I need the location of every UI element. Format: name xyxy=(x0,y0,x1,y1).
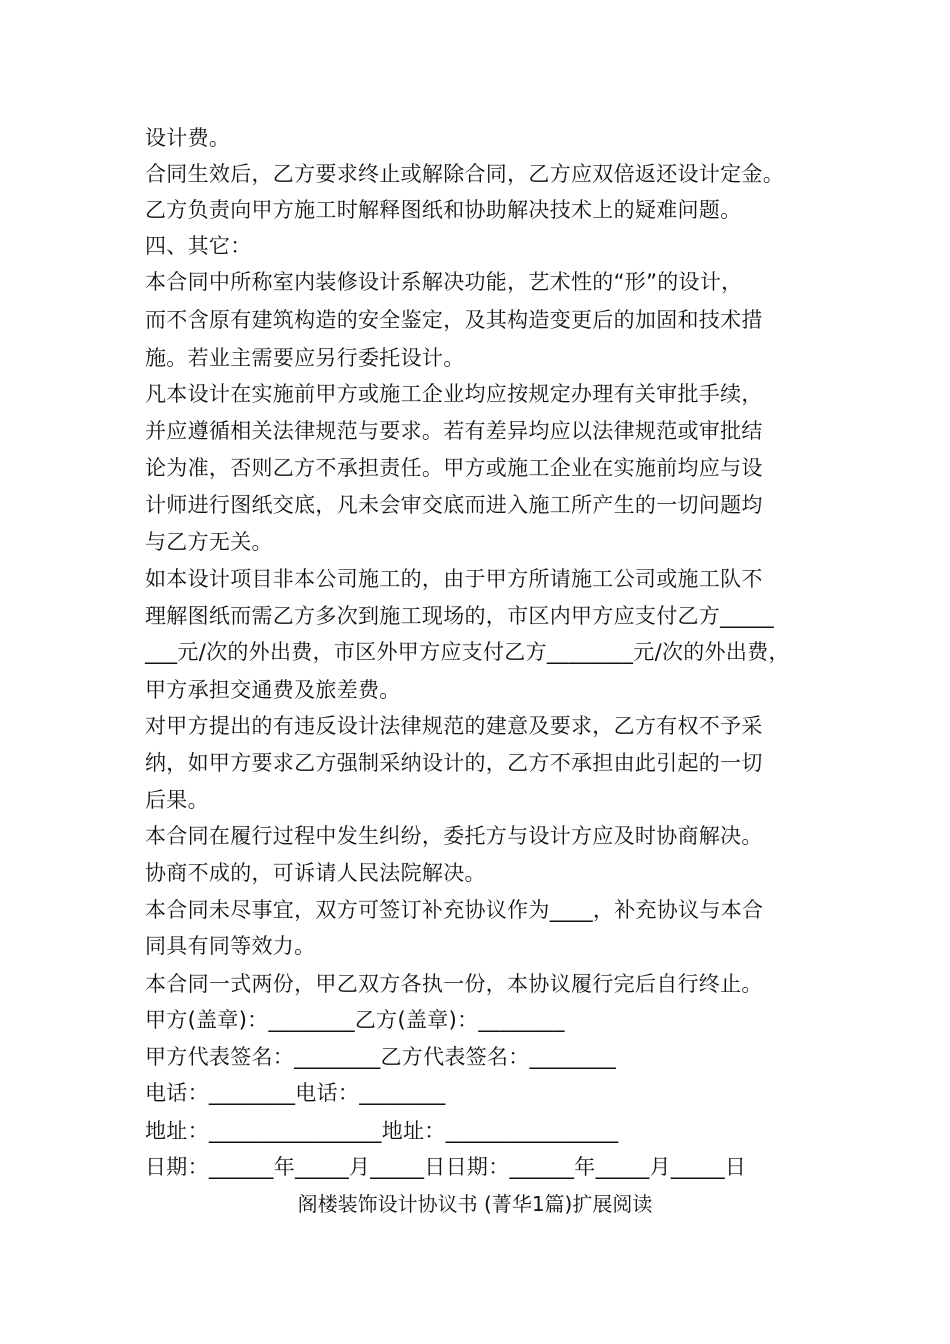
text-line: 协商不成的，可诉请人民法院解决。 xyxy=(145,861,486,885)
text-line: 凡本设计在实施前甲方或施工企业均应按规定办理有关审批手续， xyxy=(145,382,763,406)
text-line: 对甲方提出的有违反设计法律规范的建意及要求，乙方有权不予采 xyxy=(145,714,763,738)
text-line: 并应遵循相关法律规范与要求。若有差异均应以法律规范或审批结 xyxy=(145,419,763,443)
text-line: 如本设计项目非本公司施工的，由于甲方所请施工公司或施工队不 xyxy=(145,567,763,591)
text-line: 与乙方无关。 xyxy=(145,530,273,554)
text-line: 甲方承担交通费及旅差费。 xyxy=(145,678,401,702)
signature-name-line: 甲方代表签名：________乙方代表签名：________ xyxy=(145,1045,616,1069)
text-line: 理解图纸而需乙方多次到施工现场的，市区内甲方应支付乙方_____ xyxy=(145,604,775,628)
text-line: 计师进行图纸交底，凡未会审交底而进入施工所产生的一切问题均 xyxy=(145,493,763,517)
text-line: 本合同未尽事宜，双方可签订补充协议作为____，补充协议与本合 xyxy=(145,898,764,922)
text-line: 同具有同等效力。 xyxy=(145,934,316,958)
section-heading: 四、其它： xyxy=(145,234,252,258)
text-line: 施。若业主需要应另行委托设计。 xyxy=(145,346,465,370)
phone-line: 电话：________电话：________ xyxy=(145,1081,446,1105)
text-line: 而不含原有建筑构造的安全鉴定，及其构造变更后的加固和技术措 xyxy=(145,308,763,332)
text-line: 后果。 xyxy=(145,788,209,812)
text-line: ___元/次的外出费，市区外甲方应支付乙方________元/次的外出费， xyxy=(145,640,790,664)
text-line: 纳，如甲方要求乙方强制采纳设计的，乙方不承担由此引起的一切 xyxy=(145,751,763,775)
text-line: 论为准，否则乙方不承担责任。甲方或施工企业在实施前均应与设 xyxy=(145,456,763,480)
date-line: 日期：______年_____月_____日日期：______年_____月_____日 xyxy=(145,1155,747,1179)
text-line: 设计费。 xyxy=(145,126,231,150)
text-line: 合同生效后，乙方要求终止或解除合同，乙方应双倍返还设计定金。 xyxy=(145,162,784,186)
text-line: 乙方负责向甲方施工时解释图纸和协助解决技术上的疑难问题。 xyxy=(145,198,742,222)
footer-title: 阁楼装饰设计协议书 (菁华1篇)扩展阅读 xyxy=(297,1192,653,1216)
address-line: 地址：________________地址：________________ xyxy=(145,1119,619,1143)
signature-seal-line: 甲方(盖章)：________乙方(盖章)：________ xyxy=(145,1008,565,1032)
text-line: 本合同中所称室内装修设计系解决功能，艺术性的“形”的设计， xyxy=(145,270,743,294)
text-line: 本合同在履行过程中发生纠纷，委托方与设计方应及时协商解决。 xyxy=(145,824,763,848)
text-line: 本合同一式两份，甲乙双方各执一份，本协议履行完后自行终止。 xyxy=(145,972,763,996)
